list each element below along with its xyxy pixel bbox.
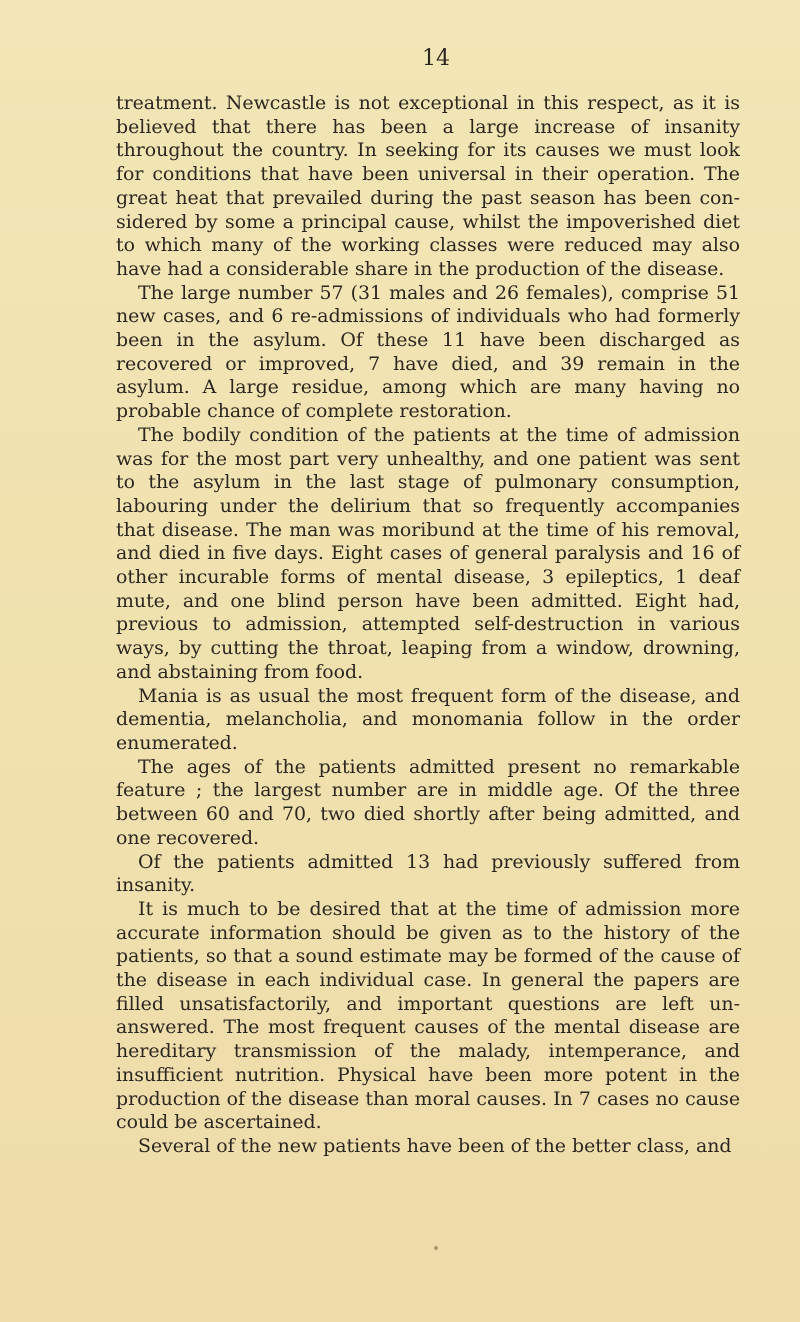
paragraph-1: treatment. Newcastle is not exceptional in this respect, as it is believed that there has been a large increase of insanity throughout the country. In seeking for its causes we must look for conditions that have been universal in their operation. The great heat that prevailed during the past season has been considered by some a principal cause, whilst the impoverished diet to which many of the working classes were reduced may also have had a considerable share in the production of the disease. [116,92,740,280]
paragraph-5: The ages of the patients admitted present no remarkable feature ; the largest number are in middle age. Of the three between 60 and 70, two died shortly after being admitted, and one recovered. [116,755,740,849]
paragraph-7: It is much to be desired that at the time of admission more accurate information should be given as to the history of the patients, so that a sound estimate may be formed of the cause of the disease in each individual case. In general the papers are filled unsatisfactorily, and important questions are left unanswered. The most frequent causes of the mental disease are hereditary transmission of the malady, intemperance, and insufficient nutrition. Physical have been more potent in the production of the disease than moral causes. In 7 cases no cause could be ascertained. [116,897,740,1134]
paragraph-8: Several of the new patients have been of the better class, and [138,1134,732,1157]
paragraph-2: The large number 57 (31 males and 26 females), comprise 51 new cases, and 6 re-admissions of individuals who had formerly been in the asylum. Of these 11 have been discharged as recovered or improved, 7 have died, and 39 remain in the asylum. A large residue, among which are many having no probable chance of complete restoration. [116,281,740,423]
paper-speck [434,1246,438,1250]
paragraph-6: Of the patients admitted 13 had previously suffered from insanity. [116,850,740,897]
paragraph-4: Mania is as usual the most frequent form of the disease, and dementia, melancholia, and monomania follow in the order enumerated. [116,684,740,754]
paragraph-3: The bodily condition of the patients at the time of admission was for the most part very unhealthy, and one patient was sent to the asylum in the last stage of pulmonary consumption, labouring under the delirium that so frequently accompanies that disease. The man was moribund at the time of his removal, and died in five days. Eight cases of general paralysis and 16 of other incurable forms of mental disease, 3 epileptics, 1 deaf mute, and one blind person have been admitted. Eight had, previous to admission, attempted self-destruction in various ways, by cutting the throat, leaping from a window, drowning, and abstaining from food. [116,423,740,683]
page-number: 14 [422,46,450,71]
